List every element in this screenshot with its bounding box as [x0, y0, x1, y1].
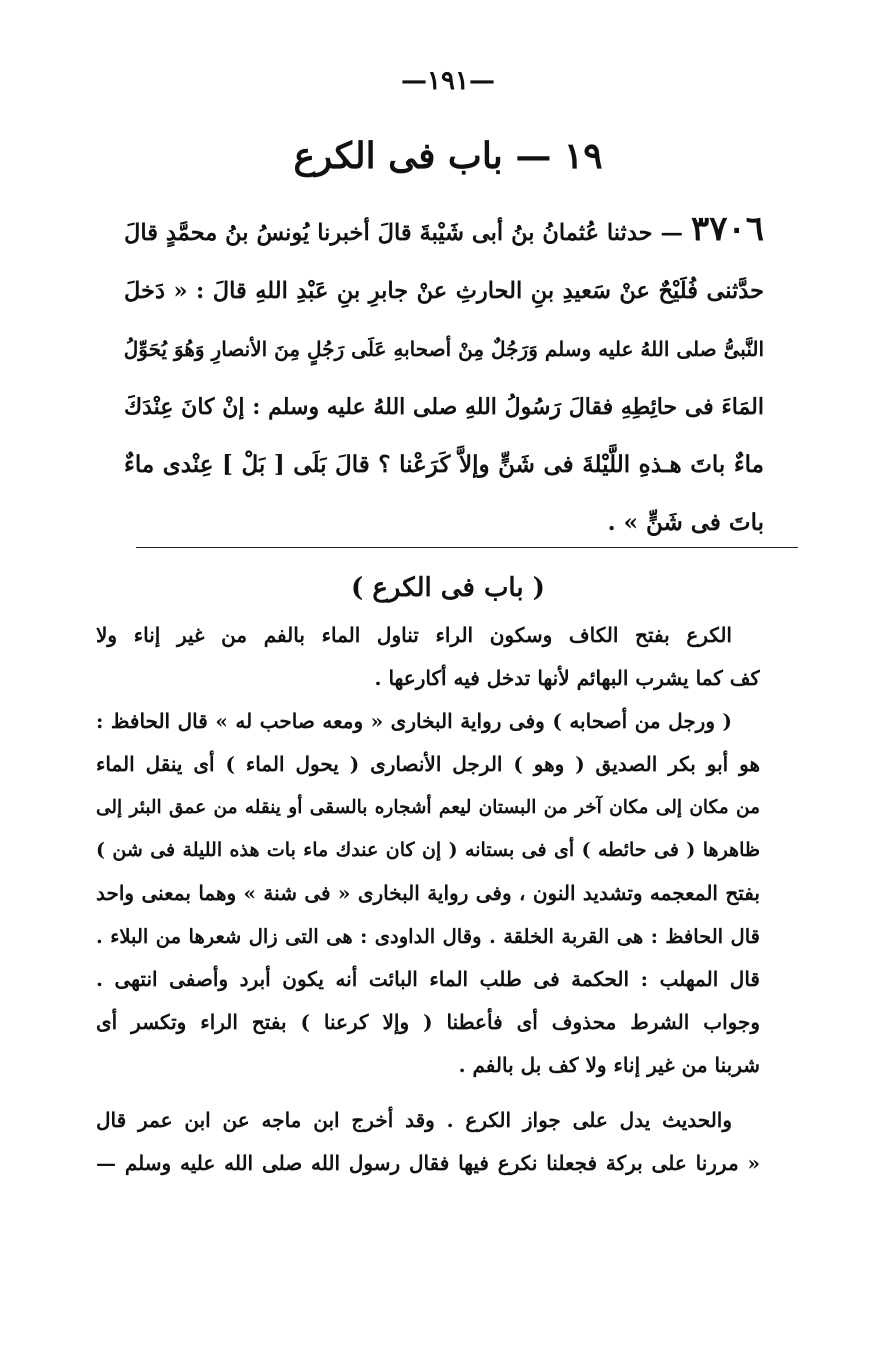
commentary-line: وجواب الشرط محذوف أى فأعطنا ( وإلا كرعنا ) بفتح الراء وتكسر أى	[96, 1010, 760, 1034]
commentary-text	[96, 614, 760, 1185]
commentary-line: بفتح المعجمه وتشديد النون ، وفى رواية البخارى « فى شنة » وهما بمعنى واحد	[96, 881, 760, 905]
hadith-line: النَّبىُّ صلى اللهُ عليه وسلم وَرَجُلٌ مِنْ أصحابهِ عَلَى رَجُلٍ مِنَ الأنصارِ وَهُوَ يُحَوِّلُ	[123, 337, 764, 361]
paragraph-gap	[96, 1087, 760, 1099]
hadith-line: باتَ فى شَنٍّ » .	[607, 509, 764, 536]
hadith-number: ٣٧٠٦	[690, 209, 764, 249]
hadith-line: ماءٌ باتَ هـذهِ اللَّيْلةَ فى شَنٍّ وإلاَّ كَرَعْنا ؟ قالَ بَلَى [ بَلْ ] عِنْدى ماءٌ	[124, 451, 764, 478]
commentary-line: كف كما يشرب البهائم لأنها تدخل فيه أكارعها .	[374, 666, 760, 690]
hadith-line-text: — حدثنا عُثمانُ بنُ أبى شَيْبةَ قالَ أخبرنا يُونسُ بنُ محمَّدٍ قالَ	[124, 220, 683, 246]
commentary-line: ظاهرها ( فى حائطه ) أى فى بستانه ( إن كان عندك ماء بات هذه الليلة فى شن )	[96, 839, 760, 861]
commentary-line: ( ورجل من أصحابه ) وفى رواية البخارى « ومعه صاحب له » قال الحافظ :	[96, 709, 733, 733]
commentary-line: قال الحافظ : هى القربة الخلقة . وقال الداودى : هى التى زال شعرها من البلاء .	[96, 925, 760, 948]
hadith-text	[124, 200, 764, 552]
section-divider	[136, 547, 798, 548]
commentary-line: شربنا من غير إناء ولا كف بل بالفم .	[458, 1053, 760, 1077]
commentary-line: هو أبو بكر الصديق ( وهو ) الرجل الأنصارى ( يحول الماء ) أى ينقل الماء	[96, 752, 760, 776]
commentary-line: قال المهلب : الحكمة فى طلب الماء البائت أنه يكون أبرد وأصفى انتهى .	[96, 967, 760, 991]
hadith-line	[124, 200, 764, 262]
hadith-line: المَاءَ فى حائِطِهِ فقالَ رَسُولُ اللهِ صلى اللهُ عليه وسلم : إنْ كانَ عِنْدَكَ	[124, 394, 764, 420]
commentary-title: ( باب فى الكرع )	[351, 573, 545, 603]
commentary-line: الكرع بفتح الكاف وسكون الراء تناول الماء بالفم من غير إناء ولا	[96, 623, 732, 647]
commentary-line: والحديث يدل على جواز الكرع . وقد أخرج ابن ماجه عن ابن عمر قال	[96, 1108, 732, 1132]
hadith-line: حدَّثنى فُلَيْحٌ عنْ سَعيدِ بنِ الحارثِ عنْ جابرِ بنِ عَبْدِ اللهِ قالَ : « دَخلَ	[124, 278, 764, 304]
commentary-line: « مررنا على بركة فجعلنا نكرع فيها فقال رسول الله صلى الله عليه وسلم —	[96, 1151, 760, 1175]
chapter-title: ١٩ — باب فى الكرع	[293, 135, 603, 177]
page-number: —١٩١—	[401, 66, 495, 96]
commentary-line: من مكان إلى مكان آخر من البستان ليعم أشجاره بالسقى أو ينقله من عمق البئر إلى	[96, 797, 760, 818]
